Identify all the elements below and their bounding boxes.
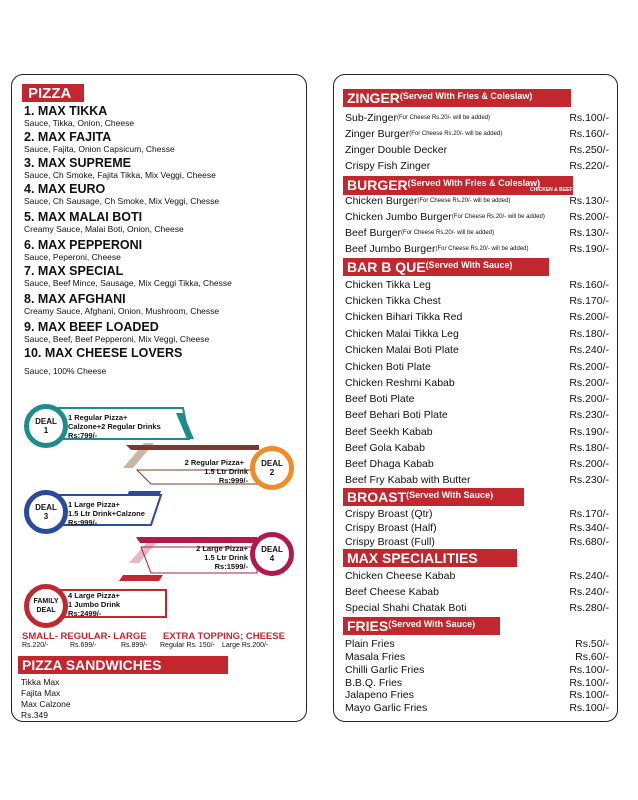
deal-1-text: 1 Regular Pizza+ Calzone+2 Regular Drinks Rs:799/-	[68, 413, 161, 440]
deal-4-text: 2 Large Pizza+ 1.5 Ltr Drink Rs:1599/-	[196, 544, 248, 571]
deal-2-badge: DEAL 2	[250, 446, 294, 490]
pizza-item: 2. MAX FAJITA Sauce, Fajita, Onion Capsicum, Chesse	[24, 130, 175, 154]
pizza-item: 6. MAX PEPPERONI Sauce, Peperoni, Cheese	[24, 238, 143, 262]
deal-2-text: 2 Regular Pizza+ 1.5 Ltr Drink Rs:999/-	[184, 458, 248, 485]
sandwich-item: Max Calzone	[21, 699, 71, 709]
deal-connector-2	[129, 540, 159, 563]
topping-title: EXTRA TOPPING; CHEESE	[163, 631, 285, 642]
sizes-price-large: Rs.899/-	[121, 642, 148, 649]
sandwich-item: Fajita Max	[21, 688, 61, 698]
zinger-header: $ZINGER^{(Served With Fries \& Coleslaw)}$	[343, 89, 571, 107]
sandwich-item: Tikka Max	[21, 677, 60, 687]
sizes-price-regular: Rs.699/-	[70, 642, 97, 649]
pizza-item: 5. MAX MALAI BOTI Creamy Sauce, Malai Boti, Onion, Cheese	[24, 210, 184, 234]
deal-2-band	[126, 445, 259, 450]
family-deal-stripe	[119, 575, 163, 581]
burger-header: $BURGER^{(Served With Fries \& Coleslaw)}$	[343, 176, 573, 195]
pizza-header: PIZZA	[22, 84, 84, 102]
pizza-item: 9. MAX BEEF LOADED Sauce, Beef, Beef Pepperoni, Mix Veggi, Cheese	[24, 320, 210, 344]
family-deal-badge: FAMILY DEAL	[24, 584, 68, 628]
specialities-header: MAX SPECIALITIES	[343, 549, 517, 567]
deal-4-badge: DEAL 4	[250, 532, 294, 576]
pizza-item: 8. MAX AFGHANI Creamy Sauce, Afghani, Onion, Mushroom, Chesse	[24, 292, 220, 316]
deal-1-badge: DEAL 1	[24, 404, 68, 448]
pizza-item: 10. MAX CHEESE LOVERS Sauce, 100% Cheese	[24, 346, 183, 376]
deal-3-badge: DEAL 3	[24, 490, 68, 534]
sizes-title: SMALL- REGULAR- LARGE	[22, 631, 147, 642]
burger-subtitle: CHICKEN & BEEF	[530, 187, 573, 193]
topping-price-regular: Regular Rs. 150/-	[160, 642, 215, 649]
pizza-item: 1. MAX TIKKA Sauce, Tikka, Onion, Cheese	[24, 104, 135, 128]
broast-header: $BROAST^{(Served With Sauce)}$	[343, 488, 524, 506]
deal-4-band	[136, 537, 257, 543]
pizza-item: 7. MAX SPECIAL Sauce, Beef Mince, Sausage, Mix Ceggi Tikka, Chesse	[24, 264, 232, 288]
pizza-item: 3. MAX SUPREME Sauce, Ch Smoke, Fajita Tikka, Mix Veggi, Cheese	[24, 156, 216, 180]
sizes-price-small: Rs.220/-	[22, 642, 49, 649]
pizza-sandwiches-header: PIZZA SANDWICHES	[18, 656, 228, 674]
fries-header: $FRIES^{(Served With Sauce)}$	[343, 617, 500, 635]
family-deal-text: 4 Large Pizza+ 1 Jumbo Drink Rs:2499/-	[68, 591, 121, 618]
topping-price-large: Large Rs.200/-	[222, 642, 269, 649]
deal-3-stripe	[127, 491, 161, 496]
sandwich-price: Rs.349	[21, 710, 48, 720]
deal-3-text: 1 Large Pizza+ 1.5 Ltr Drink+Calzone Rs:999/-	[68, 500, 145, 527]
bbq-header: BAR B $QUE^{(Served With Sauce)}$	[343, 258, 549, 276]
pizza-item: 4. MAX EURO Sauce, Ch Sausage, Ch Smoke, Mix Veggi, Chesse	[24, 182, 220, 206]
